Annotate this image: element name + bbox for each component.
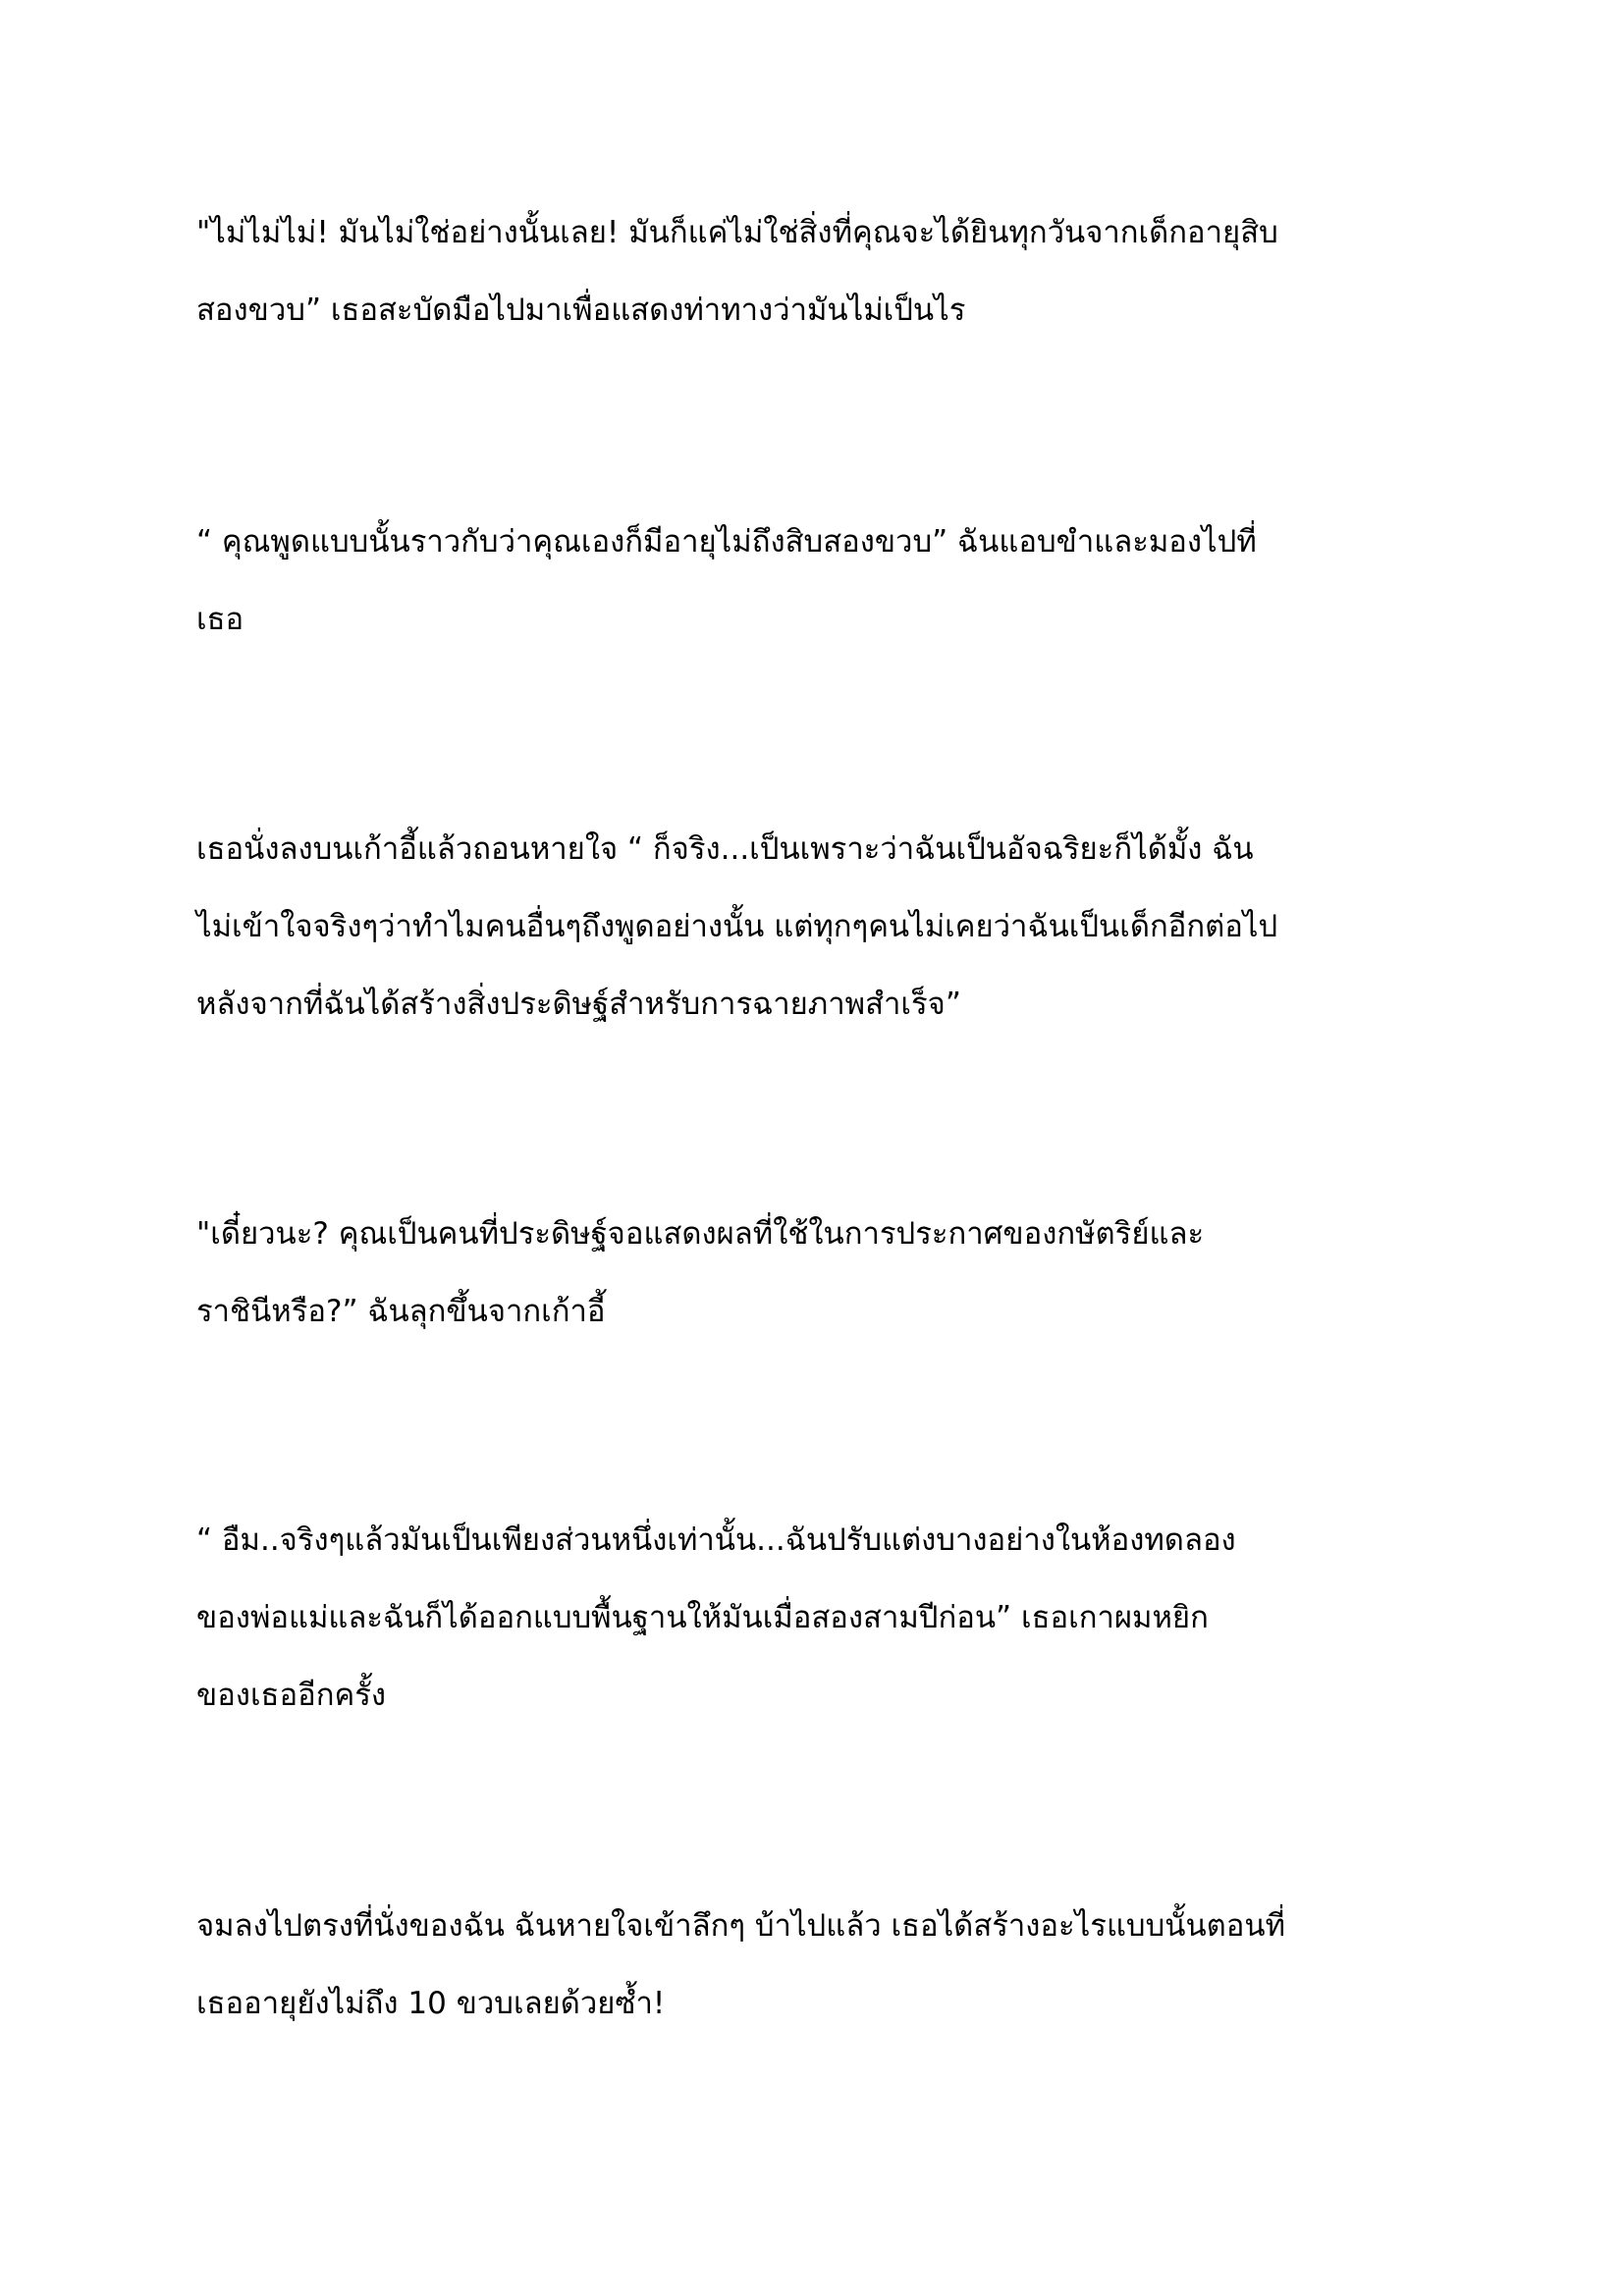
paragraph-line: "ไม่ไม่ไม่! มันไม่ใช่อย่างนั้นเลย! มันก็แค่ไม่ใช่สิ่งที่คุณจะได้ยินทุกวันจากเด็กอายุสิบ bbox=[196, 215, 1278, 250]
paragraph-line: ไม่เข้าใจจริงๆว่าทำไมคนอื่นๆถึงพูดอย่างนั้น แต่ทุกๆคนไม่เคยว่าฉันเป็นเด็กอีกต่อไป bbox=[196, 909, 1278, 944]
paragraph-line: ของเธออีกครั้ง bbox=[196, 1678, 386, 1713]
paragraph-2 bbox=[196, 504, 1434, 659]
paragraph-3 bbox=[196, 811, 1434, 1043]
paragraph-line: ราชินีหรือ?” ฉันลุกขึ้นจากเก้าอี้ bbox=[196, 1294, 606, 1329]
paragraph-line: เธออายุยังไม่ถึง 10 ขวบเลยด้วยซ้ำ! bbox=[196, 1986, 666, 2021]
paragraph-line: จมลงไปตรงที่นั่งของฉัน ฉันหายใจเข้าลึกๆ บ้าไปแล้ว เธอได้สร้างอะไรแบบนั้นตอนที่ bbox=[196, 1908, 1286, 1944]
paragraph-6 bbox=[196, 1888, 1434, 2043]
paragraph-line: "เดี๋ยวนะ? คุณเป็นคนที่ประดิษฐ์จอแสดงผลที่ใช้ในการประกาศของกษัตริย์และ bbox=[196, 1216, 1205, 1252]
paragraph-line: สองขวบ” เธอสะบัดมือไปมาเพื่อแสดงท่าทางว่ามันไม่เป็นไร bbox=[196, 293, 966, 328]
paragraph-line: หลังจากที่ฉันได้สร้างสิ่งประดิษฐ์สำหรับการฉายภาพสำเร็จ” bbox=[196, 987, 961, 1022]
paragraph-line: ของพ่อแม่และฉันก็ได้ออกแบบพื้นฐานให้มันเมื่อสองสามปีก่อน” เธอเกาผมหยิก bbox=[196, 1600, 1209, 1635]
paragraph-line: เธอนั่งลงบนเก้าอี้แล้วถอนหายใจ “ ก็จริง...เป็นเพราะว่าฉันเป็นอัจฉริยะก็ได้มั้ง ฉัน bbox=[196, 831, 1254, 867]
paragraph-5 bbox=[196, 1502, 1434, 1735]
paragraph-1 bbox=[196, 194, 1434, 349]
paragraph-line: เธอ bbox=[196, 602, 244, 637]
paragraph-line: “ คุณพูดแบบนั้นราวกับว่าคุณเองก็มีอายุไม่ถึงสิบสองขวบ” ฉันแอบขำและมองไปที่ bbox=[196, 524, 1257, 560]
paragraph-4 bbox=[196, 1196, 1434, 1351]
paragraph-line: “ อืม..จริงๆแล้วมันเป็นเพียงส่วนหนึ่งเท่านั้น...ฉันปรับแต่งบางอย่างในห้องทดลอง bbox=[196, 1522, 1236, 1558]
